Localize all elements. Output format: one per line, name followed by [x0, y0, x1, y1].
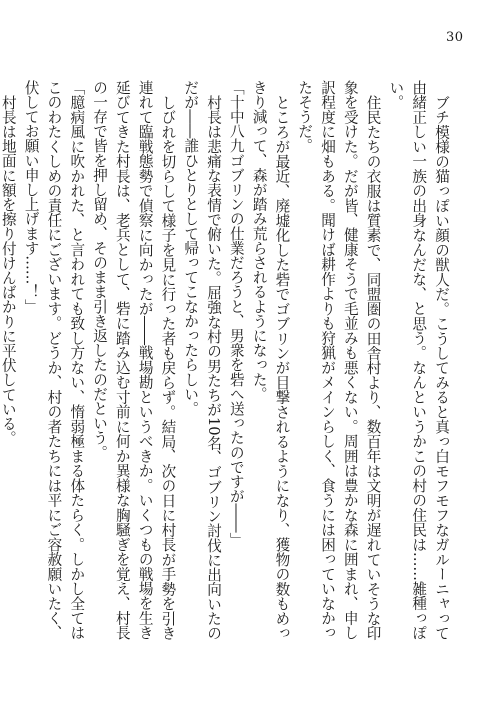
paragraph: ところが最近、廃墟化した砦でゴブリンが目撃されるようになり、獲物の数もめっきり減って、森が踏み荒らされるようになった。 — [250, 80, 291, 640]
paragraph: 村長は地面に額を擦り付けんばかりに平伏している。 — [0, 94, 17, 445]
paragraph: 住民たちの衣服は質素で、同盟圏の田舎村より、数百年は文明が遅れていそうな印象を受けた。だが皆、健康そうで毛並みも悪くない。周囲は豊かな森に囲まれ、申し訳程度に畑もある。聞けば耕作よりも狩猟がメインらしく、食うには困っていなかったそうだ。 — [296, 80, 382, 640]
body-text — [0, 80, 452, 640]
paragraph: ブチ模様の猫っぽい顔の獣人だ。こうしてみると真っ白モフモフなガルーニャって由緒正しい一族の出身なんだな、と思う。なんというかこの村の住民は……雑種っぽい。 — [387, 80, 450, 640]
dialogue-paragraph: 「十中八九ゴブリンの仕業だろうと、男衆を砦へ送ったのですが――」 — [227, 80, 245, 548]
page-number: 30 — [446, 30, 464, 45]
dialogue-paragraph: 「臆病風に吹かれた、と言われても致し方ない、惰弱極まる体たらく。しかし全てはこのわたくしめの責任にございます。どうか、村の者たちには平にご容赦願いたく、伏してお願い申し上げます……！」 — [22, 80, 86, 640]
paragraph: しびれを切らして様子を見に行った者も戻らず。結局、次の日に村長が手勢を引き連れて臨戦態勢で偵察に向かったが――戦場勘というべきか。いくつもの戦場を生き延びてきた村長は、老兵として、砦に踏み込む寸前に何か異様な胸騒ぎを覚え、村長の一存で皆を押し留め、そのまま引き返したのだという。 — [91, 80, 177, 640]
paragraph: 村長は悲痛な表情で俯いた。屈強な村の男たちが10名、ゴブリン討伐に出向いたのだが――誰ひとりとして帰ってこなかったらしい。 — [182, 80, 223, 640]
